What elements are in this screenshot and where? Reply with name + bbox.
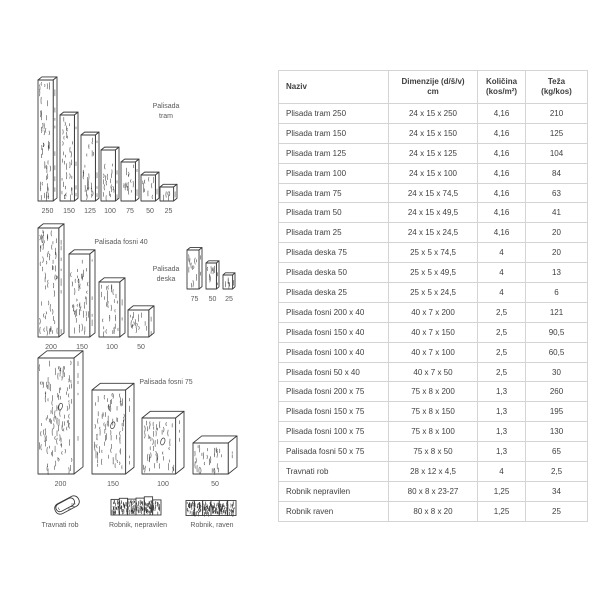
post-height-label: 200 [45, 344, 57, 351]
table-row [279, 243, 588, 263]
palisade-post [38, 224, 64, 337]
post-height-label: 150 [76, 344, 88, 351]
post-height-label: 25 [225, 296, 233, 303]
palisade-post [187, 248, 202, 289]
post-height-label: 250 [41, 208, 54, 215]
cell-teza: 260 [526, 382, 588, 402]
cell-teza: 121 [526, 302, 588, 322]
cell-kolicina: 1,25 [478, 501, 526, 521]
cell-naziv: Plisada fosni 150 x 75 [279, 402, 389, 422]
cell-naziv: Plisada deska 50 [279, 263, 389, 283]
table-row [279, 203, 588, 223]
palisade-post [128, 306, 154, 337]
table-row [279, 362, 588, 382]
cell-naziv: Plisada fosni 100 x 75 [279, 422, 389, 442]
cell-teza: 210 [526, 104, 588, 124]
cell-dim: 25 x 5 x 24,5 [389, 283, 478, 303]
cell-kolicina: 4,16 [478, 143, 526, 163]
travnati-rob [41, 494, 81, 529]
col-header-dim: Dimenzije (d/š/v) cm [389, 71, 478, 104]
cell-dim: 80 x 8 x 20 [389, 501, 478, 521]
palisada-fosni-40-caption: Palisada fosni 40 [94, 239, 148, 246]
post-height-label: 150 [107, 481, 119, 488]
palisada-tram-caption: tram [159, 113, 173, 120]
robnik-nepravilen-label: Robnik, nepravilen [109, 522, 167, 529]
cell-teza: 30 [526, 362, 588, 382]
table-row [279, 342, 588, 362]
cell-kolicina: 4 [478, 462, 526, 482]
cell-kolicina: 1,3 [478, 442, 526, 462]
cell-kolicina: 1,3 [478, 422, 526, 442]
cell-teza: 60,5 [526, 342, 588, 362]
cell-naziv: Plisada fosni 200 x 75 [279, 382, 389, 402]
cell-naziv: Plisada tram 150 [279, 123, 389, 143]
table-header [279, 71, 588, 104]
palisade-post [60, 112, 78, 201]
palisade-post [92, 383, 134, 474]
cell-dim: 40 x 7 x 150 [389, 322, 478, 342]
palisade-post [223, 273, 235, 289]
cell-kolicina: 1,25 [478, 481, 526, 501]
cell-naziv: Plisada fosni 200 x 40 [279, 302, 389, 322]
cell-dim: 80 x 8 x 23-27 [389, 481, 478, 501]
cell-dim: 40 x 7 x 200 [389, 302, 478, 322]
cell-teza: 84 [526, 163, 588, 183]
cell-kolicina: 4,16 [478, 203, 526, 223]
table-row [279, 263, 588, 283]
cell-naziv: Travnati rob [279, 462, 389, 482]
cell-naziv: Plisada tram 25 [279, 223, 389, 243]
palisada-fosni-75-caption: Palisada fosni 75 [139, 379, 193, 386]
cell-dim: 24 x 15 x 100 [389, 163, 478, 183]
cell-teza: 13 [526, 263, 588, 283]
table-row [279, 481, 588, 501]
edging-irregular-icon [111, 497, 161, 515]
col-header-teza: Teža (kg/kos) [526, 71, 588, 104]
cell-kolicina: 2,5 [478, 362, 526, 382]
palisade-post [206, 261, 219, 289]
cell-teza: 20 [526, 223, 588, 243]
cell-kolicina: 1,3 [478, 382, 526, 402]
palisade-post [99, 278, 125, 337]
cell-kolicina: 4,16 [478, 104, 526, 124]
cell-naziv: Plisada deska 75 [279, 243, 389, 263]
post-height-label: 50 [211, 481, 219, 488]
cell-naziv: Plisada tram 250 [279, 104, 389, 124]
cell-dim: 24 x 15 x 125 [389, 143, 478, 163]
cell-dim: 24 x 15 x 49,5 [389, 203, 478, 223]
cell-dim: 75 x 8 x 150 [389, 402, 478, 422]
cell-teza: 41 [526, 203, 588, 223]
travnati-rob-label: Travnati rob [41, 522, 79, 529]
cell-dim: 24 x 15 x 74,5 [389, 183, 478, 203]
post-height-label: 50 [137, 344, 145, 351]
cell-kolicina: 2,5 [478, 302, 526, 322]
cell-kolicina: 2,5 [478, 342, 526, 362]
cell-teza: 2,5 [526, 462, 588, 482]
post-height-label: 75 [126, 208, 134, 215]
table-row [279, 462, 588, 482]
palisade-post [69, 250, 95, 337]
cell-kolicina: 1,3 [478, 402, 526, 422]
cell-naziv: Palisada fosni 50 x 75 [279, 442, 389, 462]
table-row [279, 322, 588, 342]
post-height-label: 125 [84, 208, 96, 215]
palisada-deska-caption: deska [156, 276, 176, 283]
palisade-post [121, 159, 139, 201]
cell-teza: 65 [526, 442, 588, 462]
table-row [279, 422, 588, 442]
col-header-kolicina: Količina (kos/m²) [478, 71, 526, 104]
cell-teza: 63 [526, 183, 588, 203]
post-height-label: 150 [63, 208, 75, 215]
table-row [279, 143, 588, 163]
cell-kolicina: 4 [478, 243, 526, 263]
edging-straight-icon [186, 501, 236, 517]
palisada-tram-group [38, 77, 180, 215]
cell-dim: 24 x 15 x 250 [389, 104, 478, 124]
cell-teza: 34 [526, 481, 588, 501]
cell-teza: 20 [526, 243, 588, 263]
palisade-post [38, 77, 57, 201]
table-row [279, 442, 588, 462]
cell-dim: 75 x 8 x 50 [389, 442, 478, 462]
post-height-label: 25 [164, 208, 173, 215]
palisada-tram-caption: Palisada [152, 103, 180, 110]
palisada-deska-group [153, 248, 235, 303]
table-row [279, 183, 588, 203]
palisade-post [142, 411, 184, 474]
cell-dim: 40 x 7 x 100 [389, 342, 478, 362]
table-row [279, 402, 588, 422]
table-row [279, 382, 588, 402]
robnik-raven-label: Robnik, raven [190, 522, 234, 529]
cell-dim: 25 x 5 x 74,5 [389, 243, 478, 263]
cell-dim: 28 x 12 x 4,5 [389, 462, 478, 482]
cell-naziv: Plisada tram 75 [279, 183, 389, 203]
palisade-post [38, 351, 83, 475]
cell-teza: 25 [526, 501, 588, 521]
cell-teza: 195 [526, 402, 588, 422]
table-row [279, 302, 588, 322]
cell-kolicina: 4 [478, 283, 526, 303]
palisada-deska-caption: Palisada [152, 266, 180, 273]
cell-naziv: Plisada tram 100 [279, 163, 389, 183]
robnik-raven [186, 501, 236, 530]
table-row [279, 123, 588, 143]
cell-kolicina: 4,16 [478, 163, 526, 183]
cell-naziv: Plisada fosni 150 x 40 [279, 322, 389, 342]
table-row [279, 163, 588, 183]
palisade-post [101, 147, 119, 201]
product-spec-table [278, 70, 588, 522]
cell-teza: 104 [526, 143, 588, 163]
post-height-label: 75 [190, 296, 199, 303]
cell-teza: 6 [526, 283, 588, 303]
palisada-fosni-75-group [38, 351, 237, 488]
cell-dim: 24 x 15 x 150 [389, 123, 478, 143]
post-height-label: 100 [106, 344, 118, 351]
palisade-post [81, 132, 99, 201]
cell-naziv: Plisada fosni 100 x 40 [279, 342, 389, 362]
cell-dim: 24 x 15 x 24,5 [389, 223, 478, 243]
product-illustrations [0, 0, 270, 600]
cell-naziv: Plisada tram 125 [279, 143, 389, 163]
cell-kolicina: 4 [478, 263, 526, 283]
lawn-edge-icon [53, 494, 81, 516]
cell-naziv: Plisada fosni 50 x 40 [279, 362, 389, 382]
spec-table [278, 70, 588, 522]
post-height-label: 50 [208, 296, 217, 303]
post-height-label: 50 [146, 208, 154, 215]
palisade-post [193, 436, 237, 475]
cell-dim: 75 x 8 x 100 [389, 422, 478, 442]
post-height-label: 200 [54, 481, 67, 488]
cell-kolicina: 4,16 [478, 183, 526, 203]
table-row [279, 501, 588, 521]
cell-kolicina: 2,5 [478, 322, 526, 342]
cell-naziv: Robnik raven [279, 501, 389, 521]
post-height-label: 100 [104, 208, 116, 215]
post-height-label: 100 [157, 481, 169, 488]
table-row [279, 283, 588, 303]
cell-kolicina: 4,16 [478, 223, 526, 243]
palisada-fosni-40-group [38, 224, 154, 351]
palisade-post [160, 184, 177, 201]
cell-dim: 25 x 5 x 49,5 [389, 263, 478, 283]
cell-teza: 130 [526, 422, 588, 442]
cell-teza: 90,5 [526, 322, 588, 342]
cell-dim: 40 x 7 x 50 [389, 362, 478, 382]
col-header-naziv: Naziv [279, 71, 389, 104]
cell-teza: 125 [526, 123, 588, 143]
table-row [279, 104, 588, 124]
palisade-post [141, 172, 159, 201]
cell-naziv: Plisada tram 50 [279, 203, 389, 223]
table-row [279, 223, 588, 243]
cell-naziv: Robnik nepravilen [279, 481, 389, 501]
cell-naziv: Plisada deska 25 [279, 283, 389, 303]
cell-kolicina: 4,16 [478, 123, 526, 143]
cell-dim: 75 x 8 x 200 [389, 382, 478, 402]
robnik-nepravilen [109, 497, 167, 529]
